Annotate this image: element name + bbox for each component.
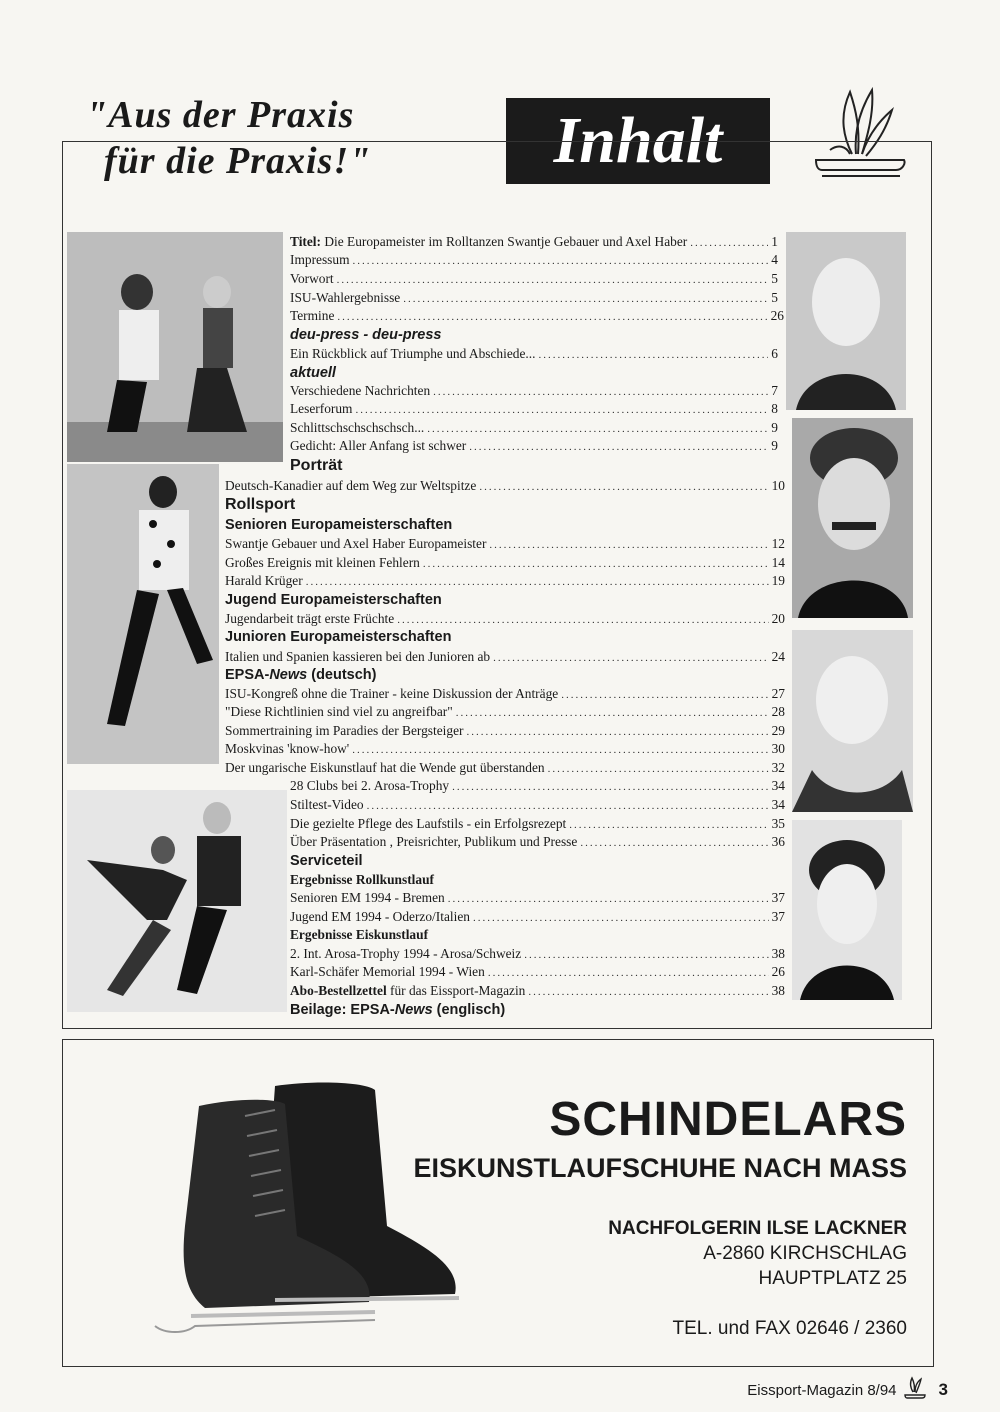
toc-entry-label: Die Europameister im Rolltanzen Swantje Gebauer und Axel Haber [321,234,688,249]
winged-skate-small-icon [903,1376,927,1404]
ad-city: A-2860 KIRCHSCHLAG [703,1243,907,1264]
photo-portrait-woman [786,232,906,410]
toc-entry-label: Großes Ereignis mit kleinen Fehlern [225,555,420,570]
toc-entry[interactable] [290,233,778,251]
toc-entry-label: für das Eissport-Magazin [386,983,526,998]
section-heading-beilage [290,1000,505,1020]
photo-roller-skater-man [67,464,219,764]
toc-entry-label: Die gezielte Pflege des Laufstils - ein Erfolgsrezept [290,816,567,831]
section-heading-rollsport: Rollsport [225,496,296,513]
toc-entry[interactable] [225,477,785,495]
toc-page: 9 [771,420,778,435]
toc-entry[interactable] [225,572,785,590]
ad-successor: NACHFOLGERIN ILSE LACKNER [608,1218,907,1239]
toc-leader-dots [561,686,768,704]
toc-leader-dots [427,420,768,438]
toc-entry[interactable] [225,648,785,666]
toc-leader-dots [538,346,768,364]
toc-page: 27 [771,686,785,701]
toc-leader-dots [488,964,769,982]
epsa-heading-prefix: EPSA- [225,667,270,683]
toc-page: 36 [771,834,785,849]
toc-leader-dots [306,573,769,591]
section-heading-senioren: Senioren Europameisterschaften [225,517,453,533]
footer-magazine-issue: Eissport-Magazin 8/94 [747,1381,897,1399]
toc-page: 34 [771,778,785,793]
motto-line-2: für die Praxis!" [104,140,372,182]
toc-entry[interactable] [290,908,785,926]
toc-leader-dots [367,797,769,815]
toc-entry[interactable] [290,815,785,833]
toc-page: 26 [771,964,785,979]
toc-entry-label: Senioren EM 1994 - Bremen [290,890,445,905]
toc-page: 32 [771,760,785,775]
ad-slogan: EISKUNSTLAUFSCHUHE NACH MASS [413,1153,907,1183]
toc-leader-dots [489,536,768,554]
motto-line-1: "Aus der Praxis [86,94,355,136]
toc-page: 8 [771,401,778,416]
toc-entry-label: Italien und Spanien kassieren bei den Junioren ab [225,649,491,664]
toc-page: 30 [771,741,785,756]
toc-page: 29 [771,723,785,738]
ad-brand-name: SCHINDELARS [549,1093,907,1146]
epsa-heading-suffix: (deutsch) [307,667,377,683]
toc-entry-label: Termine [290,308,335,323]
toc-entry[interactable] [290,963,785,981]
toc-entry-label: Jugend EM 1994 - Oderzo/Italien [290,909,470,924]
toc-leader-dots [433,383,768,401]
beilage-news: News [394,1002,433,1018]
toc-entry-label: Ein Rückblick auf Triumphe und Abschiede... [290,346,536,361]
toc-entry[interactable] [290,382,778,400]
toc-entry-bold: Abo-Bestellzettel [290,983,387,998]
toc-entry-label: Impressum [290,252,350,267]
toc-leader-dots [448,890,769,908]
toc-entry[interactable] [290,307,784,325]
toc-entry[interactable] [290,796,785,814]
toc-entry[interactable] [290,982,785,1000]
toc-entry[interactable] [290,437,778,455]
toc-leader-dots [473,909,769,927]
toc-entry[interactable] [225,722,785,740]
toc-entry-label: Stiltest-Video [290,797,364,812]
toc-leader-dots [337,271,769,289]
toc-leader-dots [352,741,768,759]
toc-leader-dots [580,834,768,852]
section-heading-deu-press: deu-press - deu-press [290,327,442,343]
toc-page: 28 [771,704,785,719]
toc-page: 20 [771,611,785,626]
toc-leader-dots [337,308,767,326]
toc-entry[interactable] [290,945,785,963]
photo-ice-dance-couple [67,790,287,1012]
toc-entry[interactable] [225,610,785,628]
toc-entry[interactable] [290,833,785,851]
toc-leader-dots [528,983,768,1001]
toc-leader-dots [423,555,769,573]
toc-page: 10 [771,478,785,493]
toc-entry[interactable] [225,554,785,572]
section-heading-portraet: Porträt [290,457,343,474]
toc-entry[interactable] [225,759,785,777]
toc-leader-dots [403,290,768,308]
toc-leader-dots [493,649,768,667]
toc-entry[interactable] [290,251,778,269]
toc-entry-label: Über Präsentation , Preisrichter, Publikum und Presse [290,834,578,849]
toc-page: 19 [771,573,785,588]
toc-page: 37 [771,909,785,924]
section-heading-jugend: Jugend Europameisterschaften [225,592,442,608]
toc-entry-label: Gedicht: Aller Anfang ist schwer [290,438,467,453]
toc-entry[interactable] [290,270,778,288]
toc-entry-bold: Titel: [290,234,321,249]
toc-leader-dots [456,704,769,722]
toc-page: 7 [771,383,778,398]
toc-entry[interactable] [290,345,778,363]
toc-leader-dots [467,723,769,741]
toc-entry-label: Leserforum [290,401,353,416]
toc-entry-label: 2. Int. Arosa-Trophy 1994 - Arosa/Schweiz [290,946,522,961]
toc-page: 34 [771,797,785,812]
section-heading-epsa-news [225,665,377,685]
beilage-prefix: Beilage: EPSA- [290,1002,395,1018]
toc-leader-dots [548,760,769,778]
toc-leader-dots [452,778,769,796]
toc-entry-label: ISU-Kongreß ohne die Trainer - keine Diskussion der Anträge [225,686,559,701]
toc-page: 37 [771,890,785,905]
skate-boots-illustration [125,1076,465,1338]
toc-entry-label: Schlittschschschschsch... [290,420,425,435]
toc-page: 38 [771,983,785,998]
page-title: Inhalt [506,98,770,184]
toc-entry[interactable] [290,777,785,795]
ad-street: HAUPTPLATZ 25 [758,1268,907,1289]
section-heading-eis-results: Ergebnisse Eiskunstlauf [290,927,429,942]
toc-entry[interactable] [290,889,785,907]
toc-page: 9 [771,438,778,453]
toc-page: 5 [771,290,778,305]
toc-page: 38 [771,946,785,961]
toc-entry-label: Swantje Gebauer und Axel Haber Europameister [225,536,487,551]
toc-entry[interactable] [225,740,785,758]
toc-page: 35 [771,816,785,831]
toc-page: 26 [770,308,784,323]
toc-entry-label: 28 Clubs bei 2. Arosa-Trophy [290,778,450,793]
toc-leader-dots [569,816,768,834]
toc-page: 4 [771,252,778,267]
photo-portrait-bald-man [792,630,913,812]
toc-leader-dots [690,234,768,252]
page-footer [747,1376,948,1404]
toc-entry[interactable] [290,289,778,307]
toc-entry[interactable] [225,703,785,721]
toc-entry-label: Harald Krüger [225,573,303,588]
toc-entry-label: "Diese Richtlinien sind viel zu angreifbar" [225,704,453,719]
beilage-suffix: (englisch) [432,1002,506,1018]
toc-entry[interactable] [225,685,785,703]
toc-leader-dots [397,611,768,629]
toc-page: 1 [771,234,778,249]
section-heading-junioren: Junioren Europameisterschaften [225,629,452,645]
toc-leader-dots [355,401,768,419]
toc-entry-label: Der ungarische Eiskunstlauf hat die Wende gut überstanden [225,760,545,775]
toc-entry-label: Vorwort [290,271,334,286]
toc-entry-label: Moskvinas 'know-how' [225,741,350,756]
toc-entry[interactable] [290,419,778,437]
toc-entry[interactable] [290,400,778,418]
photo-portrait-young-man [792,820,902,1000]
toc-entry-label: Karl-Schäfer Memorial 1994 - Wien [290,964,485,979]
photo-portrait-man-mustache [792,418,913,618]
advertisement-box [62,1039,934,1367]
toc-entry-label: Verschiedene Nachrichten [290,383,431,398]
toc-leader-dots [524,946,768,964]
toc-page: 12 [771,536,785,551]
toc-leader-dots [353,252,769,270]
section-heading-aktuell: aktuell [290,365,336,381]
toc-page: 14 [771,555,785,570]
toc-entry-label: Jugendarbeit trägt erste Früchte [225,611,395,626]
epsa-heading-news: News [269,667,308,683]
page-number: 3 [938,1380,948,1399]
ad-phone: TEL. und FAX 02646 / 2360 [672,1318,907,1339]
toc-page: 24 [771,649,785,664]
toc-entry-label: Sommertraining im Paradies der Bergsteiger [225,723,464,738]
toc-entry-label: Deutsch-Kanadier auf dem Weg zur Weltspitze [225,478,477,493]
toc-page: 6 [771,346,778,361]
section-heading-roll-results: Ergebnisse Rollkunstlauf [290,872,434,887]
toc-leader-dots [479,478,768,496]
photo-roller-dance-couple [67,232,283,462]
toc-leader-dots [469,438,768,456]
toc-entry[interactable] [225,535,785,553]
toc-page: 5 [771,271,778,286]
toc-entry-label: ISU-Wahlergebnisse [290,290,401,305]
section-heading-serviceteil: Serviceteil [290,853,363,869]
